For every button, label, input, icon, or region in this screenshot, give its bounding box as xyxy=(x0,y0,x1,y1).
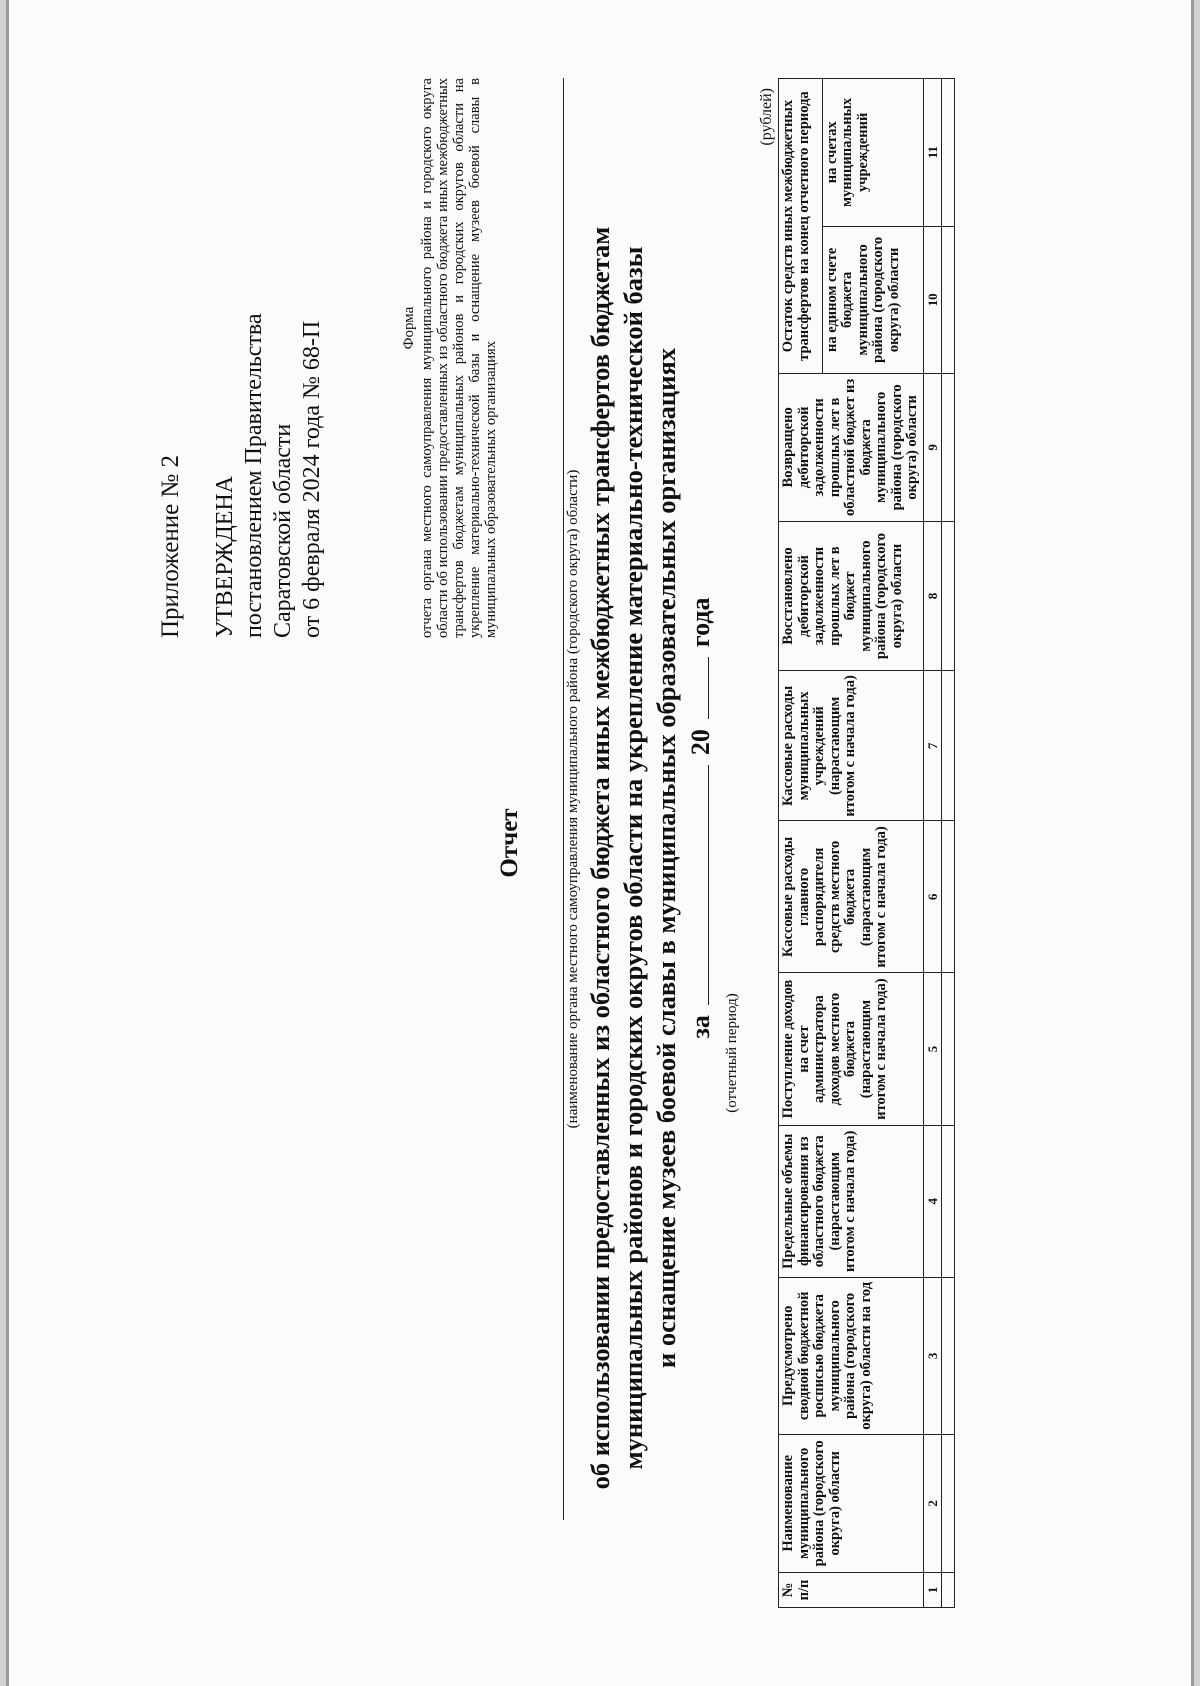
column-number: 7 xyxy=(923,671,942,821)
header-col-3: Предусмотрено сводной бюджетной росписью бюджета муниципального района (городского округа) области на год xyxy=(779,1277,924,1434)
title-line-3: и оснащение музеев боевой славы в муниципальных образовательных организациях xyxy=(651,347,681,1369)
period-line xyxy=(686,168,716,1468)
approval-block xyxy=(156,78,327,638)
approval-line-3: от 6 февраля 2024 года № 68-П xyxy=(299,320,325,638)
period-year: года xyxy=(686,597,715,648)
org-caption: (наименование органа местного самоуправления муниципального района (городского округа) области) xyxy=(565,469,581,1129)
column-number: 3 xyxy=(923,1277,942,1434)
title-line-2: муниципальных районов и городских округов области на укрепление материально-технической базы xyxy=(618,246,648,1470)
form-block xyxy=(401,78,499,638)
column-number: 5 xyxy=(923,973,942,1125)
period-20: 20 xyxy=(686,729,715,756)
document-page xyxy=(6,0,1194,1686)
header-col-9: Возвращено дебиторской задолженности прошлых лет в областной бюджет из бюджета муниципального района (городского округа) области xyxy=(779,374,924,522)
header-col-4: Предельные объемы финансирования из областного бюджета (нарастающим итогом с начала года) xyxy=(779,1125,924,1277)
period-za: за xyxy=(686,1015,715,1039)
header-col-7: Кассовые расходы муниципальных учреждений (нарастающим итогом с начала года) xyxy=(779,671,924,821)
table-cell xyxy=(942,79,955,227)
column-number: 10 xyxy=(923,226,942,374)
column-number: 6 xyxy=(923,821,942,973)
column-number-row xyxy=(923,79,942,1608)
header-col-10: на едином счете бюджета муниципального района (городского округа) области xyxy=(822,226,923,374)
column-number: 4 xyxy=(923,1125,942,1277)
column-number: 11 xyxy=(923,79,942,227)
table-cell xyxy=(942,1277,955,1434)
report-heading: Отчет xyxy=(496,808,523,878)
units-label: (рублей) xyxy=(758,88,775,146)
header-group-balance: Остаток средств иных межбюджетных трансфертов на конец отчетного периода xyxy=(779,79,823,374)
appendix-number: Приложение № 2 xyxy=(157,454,184,638)
org-name-line xyxy=(563,78,581,1520)
approval-line-2: Саратовской области xyxy=(270,423,296,638)
table-cell xyxy=(942,973,955,1125)
header-col-1: № п/п xyxy=(779,1572,924,1607)
table-cell xyxy=(942,1572,955,1607)
approval-line-1: постановлением Правительства xyxy=(241,313,267,638)
report-table xyxy=(778,78,955,1608)
period-caption: (отчетный период) xyxy=(724,993,740,1113)
period-blank xyxy=(686,765,709,1005)
table-cell xyxy=(942,1125,955,1277)
title-line-1: об использовании предоставленных из областного бюджета иных межбюджетных трансфертов бюджетам xyxy=(585,226,615,1490)
header-col-11: на счетах муниципальных учреждений xyxy=(822,79,923,227)
column-number: 2 xyxy=(923,1434,942,1572)
rotated-document xyxy=(6,18,1186,1668)
table-cell xyxy=(942,374,955,522)
table-cell xyxy=(942,1434,955,1572)
year-blank xyxy=(686,657,709,719)
table-row xyxy=(942,79,955,1608)
column-number: 8 xyxy=(923,521,942,671)
header-col-6: Кассовые расходы главного распорядителя средств местного бюджета (нарастающим итогом с начала года) xyxy=(779,821,924,973)
table-cell xyxy=(942,671,955,821)
header-col-8: Восстановлено дебиторской задолженности прошлых лет в бюджет муниципального района (городского округа) области xyxy=(779,521,924,671)
form-label: Форма xyxy=(401,306,417,350)
table-header-row xyxy=(779,79,823,1608)
column-number: 1 xyxy=(923,1572,942,1607)
approved-label: УТВЕРЖДЕНА xyxy=(212,475,238,638)
report-title xyxy=(584,118,683,1598)
table-cell xyxy=(942,226,955,374)
header-col-2: Наименование муниципального района (городского округа) области xyxy=(779,1434,924,1572)
form-description: отчета органа местного самоуправления муниципального района и городского округа области об использовании предоставленных из областного бюджета иных межбюджетных трансфертов бюджетам муниципальных районов и городских округов области на укрепление материально-технической базы и оснащение музеев боевой славы в муниципальных образовательных организациях xyxy=(419,78,499,638)
table-cell xyxy=(942,821,955,973)
table-cell xyxy=(942,521,955,671)
header-col-5: Поступление доходов на счет администратора доходов местного бюджета (нарастающим итогом с начала года) xyxy=(779,973,924,1125)
column-number: 9 xyxy=(923,374,942,522)
